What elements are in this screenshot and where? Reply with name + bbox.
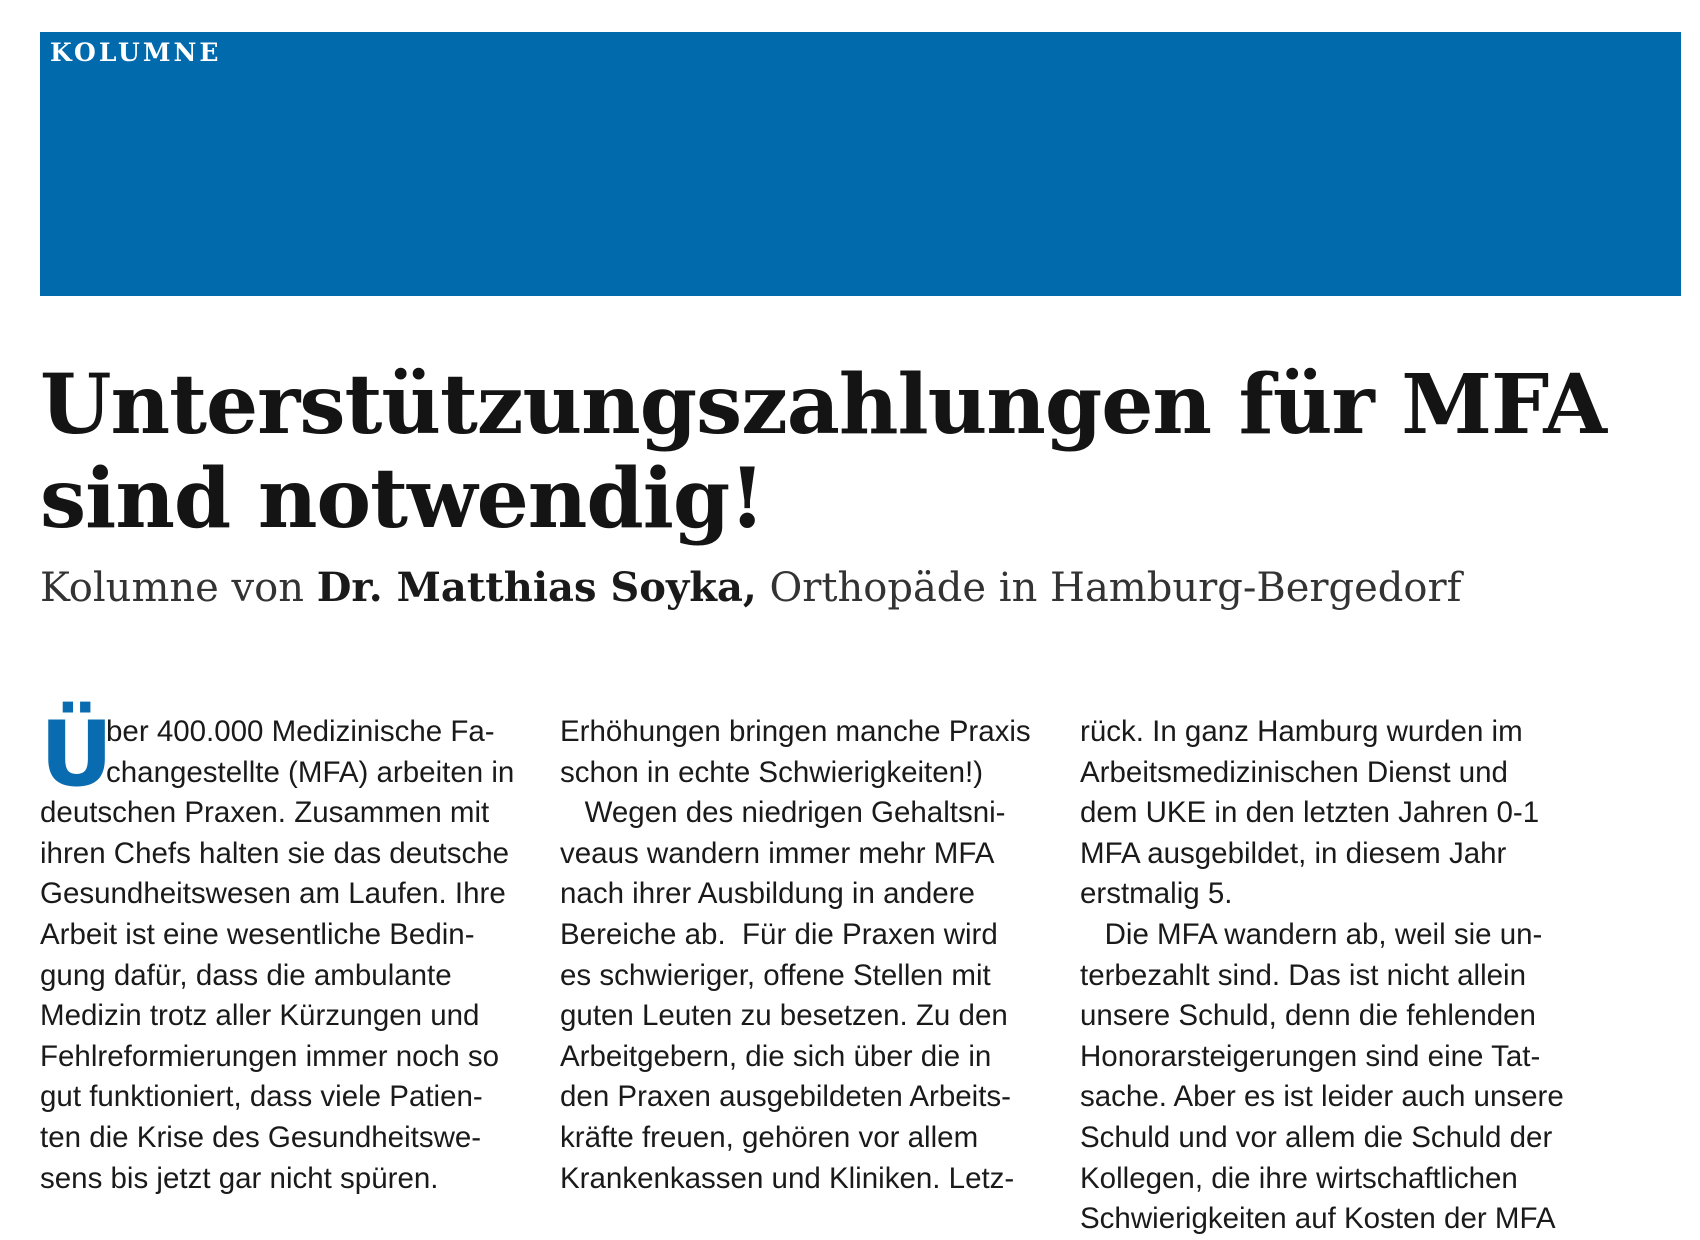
title-line-1: Unterstützungszahlungen für MFA — [40, 357, 1607, 453]
text-line: erstmalig 5. — [1080, 877, 1233, 911]
article-column-2 — [560, 712, 1060, 1199]
header-banner — [40, 32, 1681, 296]
text-line: dem UKE in den letzten Jahren 0-1 — [1080, 796, 1540, 830]
text-line: Medizin trotz aller Kürzungen und — [40, 999, 480, 1033]
text-line: Krankenkassen und Kliniken. Letz- — [560, 1161, 1015, 1195]
text-line: Die MFA wandern ab, weil sie un- — [1080, 917, 1543, 951]
drop-cap: Ü — [40, 702, 114, 807]
text-line: ten die Krise des Gesundheitswe- — [40, 1120, 482, 1154]
text-line: sens bis jetzt gar nicht spüren. — [40, 1161, 439, 1195]
text-line: Wegen des niedrigen Gehaltsni- — [560, 796, 1006, 830]
text-line: es schwieriger, offene Stellen mit — [560, 958, 991, 992]
text-line: deutschen Praxen. Zusammen mit — [40, 796, 490, 830]
text-line: Bereiche ab. Für die Praxen wird — [560, 917, 998, 951]
text-line: guten Leuten zu besetzen. Zu den — [560, 999, 1008, 1033]
text-line: Schuld und vor allem die Schuld der — [1080, 1120, 1553, 1154]
byline-prefix: Kolumne von — [40, 565, 317, 611]
text-line: Arbeitsmedizinischen Dienst und — [1080, 755, 1508, 789]
text-line: unsere Schuld, denn die fehlenden — [1080, 999, 1536, 1033]
text-line: schon in echte Schwierigkeiten!) — [560, 755, 984, 789]
title-line-2: sind notwendig! — [40, 451, 765, 547]
byline — [40, 562, 1461, 614]
text-line: den Praxen ausgebildeten Arbeits- — [560, 1080, 1011, 1114]
text-line: Gesundheitswesen am Laufen. Ihre — [40, 877, 506, 911]
author-name: Dr. Matthias Soyka, — [316, 564, 757, 611]
author-role: Orthopäde in Hamburg-Bergedorf — [756, 565, 1462, 611]
text-line: veaus wandern immer mehr MFA — [560, 836, 995, 870]
text-line: ihren Chefs halten sie das deutsche — [40, 836, 510, 870]
text-line: gut funktioniert, dass viele Patien- — [40, 1080, 483, 1114]
text-line: Kollegen, die ihre wirtschaftlichen — [1080, 1161, 1518, 1195]
text-line: MFA ausgebildet, in diesem Jahr — [1080, 836, 1507, 870]
text-line: Arbeitgebern, die sich über die in — [560, 1039, 992, 1073]
page-title — [40, 358, 1680, 546]
text-line: changestellte (MFA) arbeiten in — [106, 755, 515, 789]
text-line: Schwierigkeiten auf Kosten der MFA — [1080, 1202, 1556, 1236]
article-column-3 — [1080, 712, 1580, 1240]
article-column-1 — [40, 702, 540, 1199]
text-line: sache. Aber es ist leider auch unsere — [1080, 1080, 1564, 1114]
text-line: kräfte freuen, gehören vor allem — [560, 1120, 979, 1154]
section-label: KOLUMNE — [50, 38, 222, 67]
text-line: Erhöhungen bringen manche Praxis — [560, 715, 1031, 748]
text-line: nach ihrer Ausbildung in andere — [560, 877, 975, 911]
text-line: rück. In ganz Hamburg wurden im — [1080, 715, 1523, 748]
text-line: gung dafür, dass die ambulante — [40, 958, 452, 992]
text-line: terbezahlt sind. Das ist nicht allein — [1080, 958, 1527, 992]
text-line: ber 400.000 Medizinische Fa- — [106, 715, 495, 748]
text-line: Fehlreformierungen immer noch so — [40, 1039, 500, 1073]
text-line: Honorarsteigerungen sind eine Tat- — [1080, 1039, 1541, 1073]
text-line: Arbeit ist eine wesentliche Bedin- — [40, 917, 475, 951]
